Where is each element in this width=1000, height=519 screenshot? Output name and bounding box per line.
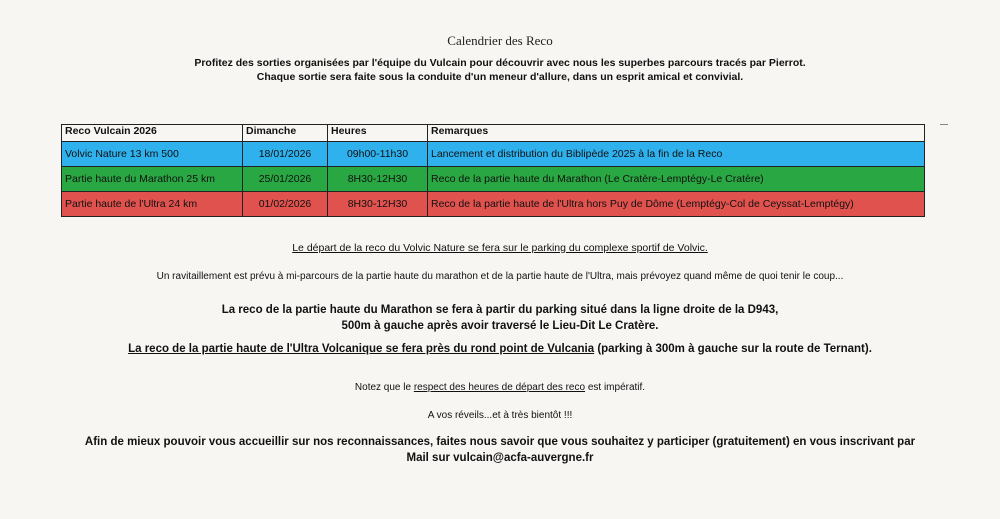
table-row	[62, 142, 925, 167]
column-header-heures: Heures	[328, 125, 428, 142]
table-row	[62, 192, 925, 217]
intro-line-2: Chaque sortie sera faite sous la conduite d'un meneur d'allure, dans un esprit amical et convivial.	[256, 71, 744, 83]
marathon-parking-line-1: La reco de la partie haute du Marathon se fera à partir du parking situé dans la ligne droite de la D943,	[221, 304, 779, 316]
ultra-parking-rest: (parking à 300m à gauche sur la route de Ternant).	[594, 343, 872, 355]
reco-name-cell: Partie haute de l'Ultra 24 km	[62, 192, 243, 217]
inscription-line-2: Mail sur vulcain@acfa-auvergne.fr	[406, 452, 594, 464]
table-header-row	[62, 125, 925, 142]
hours-cell: 8H30-12H30	[328, 167, 428, 192]
inscription-line-1: Afin de mieux pouvoir vous accueillir sur nos reconnaissances, faites nous savoir que vous souhaitez y participer (gratuitement) en vous inscrivant par	[84, 436, 916, 448]
margin-mark	[940, 124, 948, 125]
marathon-parking-note	[0, 302, 1000, 334]
column-header-dimanche: Dimanche	[243, 125, 328, 142]
table-row	[62, 167, 925, 192]
respect-pre: Notez que le	[354, 382, 414, 393]
marathon-parking-line-2: 500m à gauche après avoir traversé le Lieu-Dit Le Cratère.	[341, 320, 659, 332]
date-cell: 25/01/2026	[243, 167, 328, 192]
remarks-cell: Lancement et distribution du Biblipède 2025 à la fin de la Reco	[428, 142, 925, 167]
reco-name-cell: Partie haute du Marathon 25 km	[62, 167, 243, 192]
ultra-parking-note	[0, 343, 1000, 355]
reco-name-cell: Volvic Nature 13 km 500	[62, 142, 243, 167]
date-cell: 18/01/2026	[243, 142, 328, 167]
date-cell: 01/02/2026	[243, 192, 328, 217]
remarks-cell: Reco de la partie haute de l'Ultra hors Puy de Dôme (Lemptégy-Col de Ceyssat-Lemptégy)	[428, 192, 925, 217]
ultra-parking-underlined: La reco de la partie haute de l'Ultra Volcanique se fera près du rond point de Vulcania	[128, 343, 595, 355]
page-title: Calendrier des Reco	[447, 33, 553, 48]
respect-post: est impératif.	[585, 382, 646, 393]
intro-line-1: Profitez des sorties organisées par l'équipe du Vulcain pour découvrir avec nous les superbes parcours tracés par Pierrot.	[194, 57, 806, 69]
respect-horaires-note	[0, 382, 1000, 393]
hours-cell: 09h00-11h30	[328, 142, 428, 167]
remarks-cell: Reco de la partie haute du Marathon (Le Cratère-Lemptégy-Le Cratère)	[428, 167, 925, 192]
depart-volvic-text: Le départ de la reco du Volvic Nature se fera sur le parking du complexe sportif de Volvic.	[292, 242, 708, 254]
reco-calendar-table	[61, 124, 925, 217]
bientot-note: A vos réveils...et à très bientôt !!!	[427, 410, 573, 421]
ravitaillement-note: Un ravitaillement est prévu à mi-parcours de la partie haute du marathon et de la partie haute de l'Ultra, mais prévoyez quand même de quoi tenir le coup...	[156, 271, 844, 282]
inscription-note	[0, 434, 1000, 466]
column-header-remarques: Remarques	[428, 125, 925, 142]
column-header-reco: Reco Vulcain 2026	[62, 125, 243, 142]
respect-underlined: respect des heures de départ des reco	[413, 382, 586, 393]
intro-text	[0, 56, 1000, 84]
hours-cell: 8H30-12H30	[328, 192, 428, 217]
depart-volvic-note	[0, 242, 1000, 254]
